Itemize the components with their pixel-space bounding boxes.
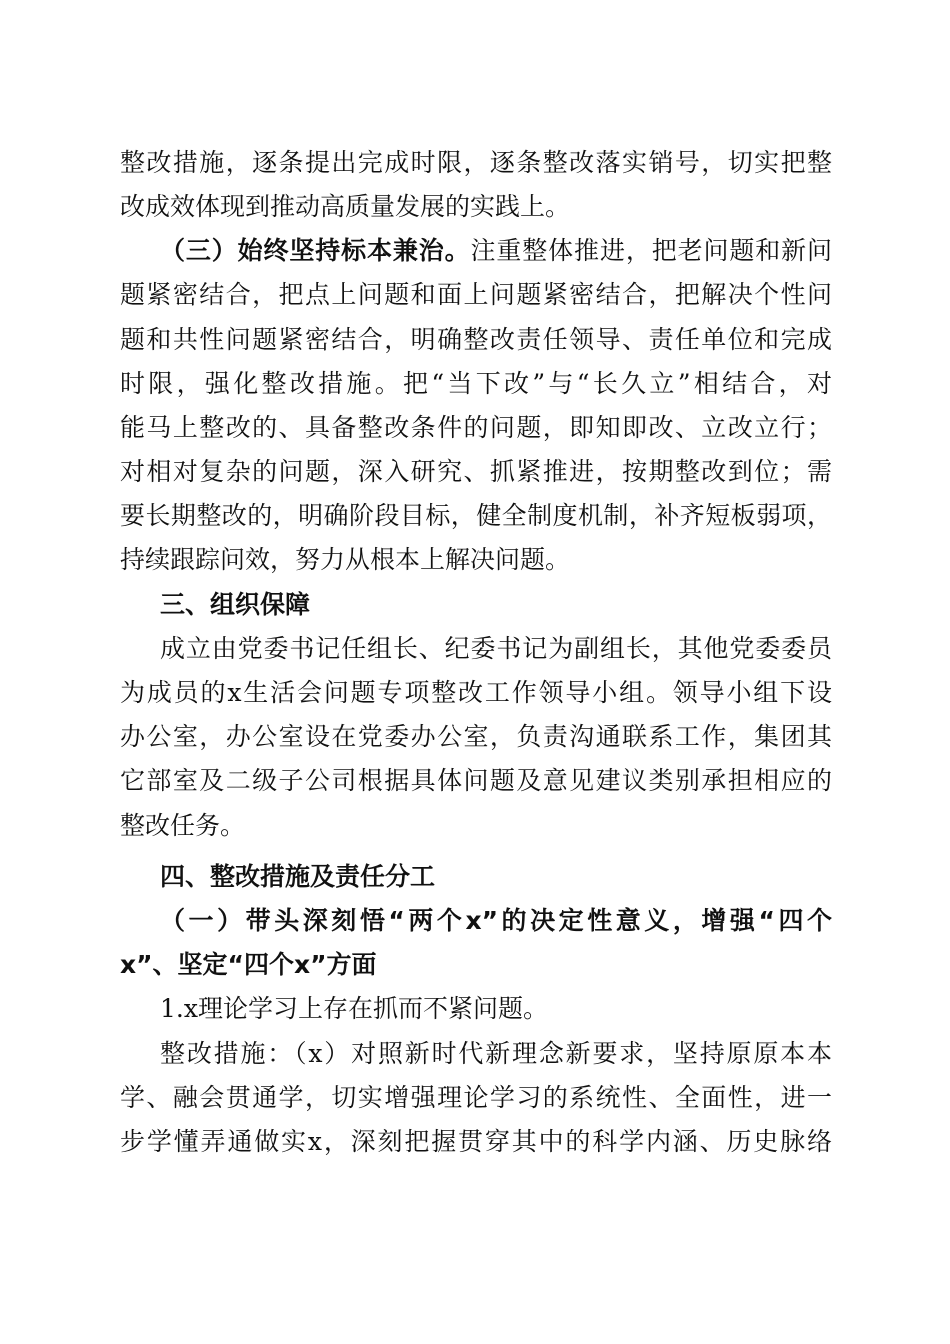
paragraph-line: 办公室，办公室设在党委办公室，负责沟通联系工作，集团其 <box>120 722 832 751</box>
paragraph-line: 要长期整改的，明确阶段目标，健全制度机制，补齐短板弱项， <box>120 501 832 530</box>
paragraph-line: 题紧密结合，把点上问题和面上问题紧密结合，把解决个性问 <box>120 280 832 309</box>
paragraph-line: 整改任务。 <box>120 811 246 840</box>
paragraph-line: 整改措施：（x）对照新时代新理念新要求，坚持原原本本 <box>160 1039 832 1068</box>
paragraph-line: 改成效体现到推动高质量发展的实践上。 <box>120 192 571 221</box>
paragraph-line: 持续跟踪问效，努力从根本上解决问题。 <box>120 545 571 574</box>
subsection-heading: （一）带头深刻悟“两个x”的决定性意义，增强“四个 <box>160 906 832 935</box>
paragraph-line: 学、融会贯通学，切实增强理论学习的系统性、全面性，进一 <box>120 1083 832 1112</box>
paragraph-text: 注重整体推进，把老问题和新问 <box>470 236 832 265</box>
paragraph-line: 题和共性问题紧密结合，明确整改责任领导、责任单位和完成 <box>120 325 832 354</box>
paragraph-line: 对相对复杂的问题，深入研究、抓紧推进，按期整改到位；需 <box>120 457 832 486</box>
paragraph-line: 它部室及二级子公司根据具体问题及意见建议类别承担相应的 <box>120 766 832 795</box>
list-item: 1.x理论学习上存在抓而不紧问题。 <box>160 994 548 1023</box>
section-heading: 四、整改措施及责任分工 <box>160 862 436 891</box>
paragraph-line: 整改措施，逐条提出完成时限，逐条整改落实销号，切实把整 <box>120 148 832 177</box>
paragraph-line: 能马上整改的、具备整改条件的问题，即知即改、立改立行； <box>120 413 832 442</box>
subsection-heading: x”、坚定“四个x”方面 <box>120 950 377 979</box>
section-heading: 三、组织保障 <box>160 590 311 619</box>
paragraph-line: 成立由党委书记任组长、纪委书记为副组长，其他党委委员 <box>160 634 832 663</box>
paragraph-line: 为成员的x生活会问题专项整改工作领导小组。领导小组下设 <box>120 678 832 707</box>
subsection-heading: （三）始终坚持标本兼治。 <box>160 236 471 265</box>
paragraph-line: 时限，强化整改措施。把“当下改”与“长久立”相结合，对 <box>120 369 832 398</box>
paragraph-line: 步学懂弄通做实x，深刻把握贯穿其中的科学内涵、历史脉络 <box>120 1127 832 1156</box>
paragraph-line <box>160 231 832 271</box>
